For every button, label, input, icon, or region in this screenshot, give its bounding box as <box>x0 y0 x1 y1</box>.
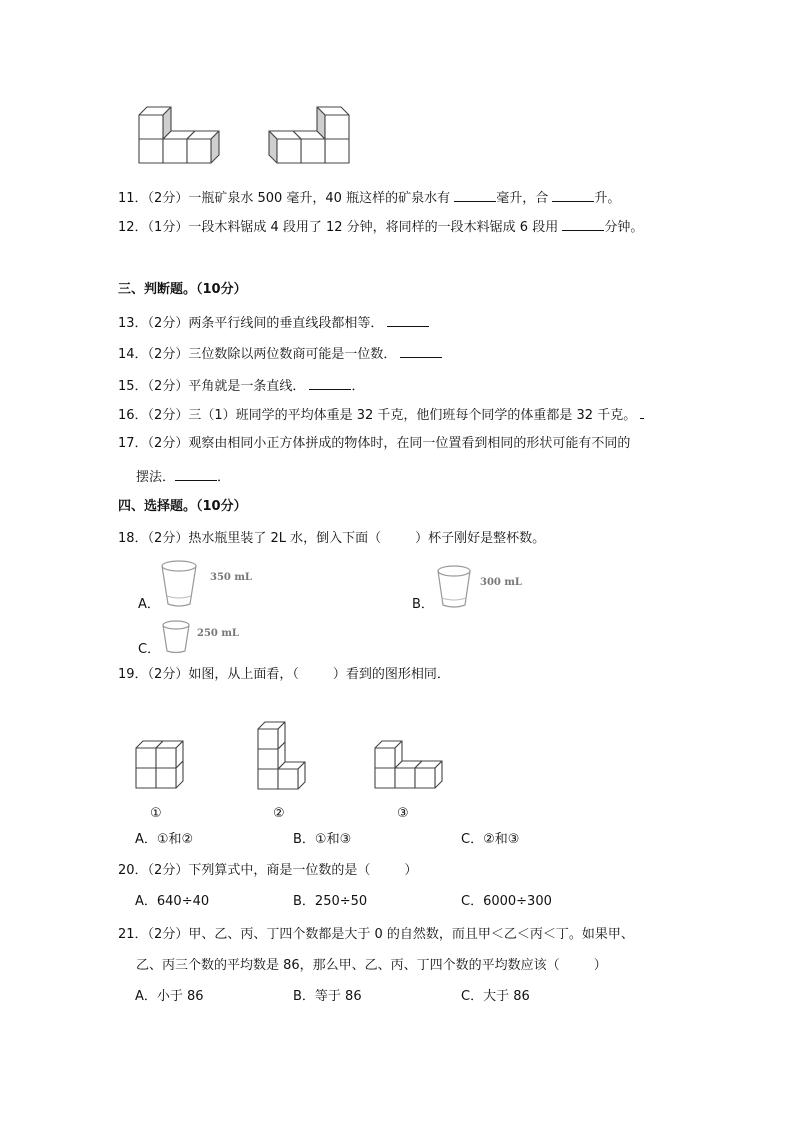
period: ． <box>351 379 365 394</box>
question-19 <box>118 667 450 683</box>
option-c[interactable]: C．②和③ <box>461 832 520 847</box>
question-text: 12．（1分）一段木料锯成 4 段用了 12 分钟，将同样的一段木料锯成 6 段用 <box>118 220 563 235</box>
section-title-choice: 四、选择题。（10分） <box>118 499 247 514</box>
question-text: ） <box>593 958 607 973</box>
cup-capacity-label: 300 mL <box>480 577 522 588</box>
question-text: 11．（2分）一瓶矿泉水 500 毫升，40 瓶这样的矿泉水有 <box>118 191 455 206</box>
question-21-line1: 21．（2分）甲、乙、丙、丁四个数都是大于 0 的自然数，而且甲＜乙＜丙＜丁。如果甲、 <box>118 927 634 942</box>
question-18 <box>118 531 545 547</box>
answer-blank[interactable] <box>309 377 351 390</box>
question-text: 16．（2分）三（1）班同学的平均体重是 32 千克，他们班每个同学的体重都是 32 千克。 <box>118 408 641 423</box>
section-title-judgement: 三、判断题。（10分） <box>118 282 247 297</box>
option-a[interactable]: A．①和② <box>135 832 194 847</box>
cup-icon <box>162 619 194 655</box>
question-text: 18．（2分）热水瓶里装了 2L 水，倒入下面（ <box>118 531 382 546</box>
figure-label-3: ③ <box>397 806 409 821</box>
option-a-label[interactable]: A． <box>138 597 160 612</box>
question-13 <box>118 314 429 332</box>
period: ． <box>217 470 231 485</box>
question-text: ）看到的图形相同． <box>332 667 450 682</box>
option-c[interactable]: C．大于 86 <box>461 989 530 1004</box>
option-a[interactable]: A．小于 86 <box>135 989 204 1004</box>
question-17-line1: 17．（2分）观察由相同小正方体拼成的物体时，在同一位置看到相同的形状可能有不同的 <box>118 436 631 451</box>
option-c-label[interactable]: C． <box>138 642 161 657</box>
question-20 <box>118 863 417 879</box>
question-12 <box>118 218 643 236</box>
question-text: 升。 <box>594 191 621 206</box>
question-21-line2 <box>136 958 607 974</box>
question-15 <box>118 377 364 395</box>
question-text: 13．（2分）两条平行线间的垂直线段都相等． <box>118 316 388 331</box>
figure-label-2: ② <box>273 806 285 821</box>
option-b[interactable]: B．等于 86 <box>293 989 362 1004</box>
answer-blank[interactable] <box>175 468 217 481</box>
answer-blank[interactable] <box>454 189 496 202</box>
question-text: 乙、丙三个数的平均数是 86，那么甲、乙、丙、丁四个数的平均数应该（ <box>136 958 560 973</box>
answer-blank[interactable] <box>640 406 644 419</box>
cup-capacity-label: 250 mL <box>197 628 239 639</box>
cube-figure-3 <box>374 740 524 840</box>
option-c[interactable]: C．6000÷300 <box>461 894 552 909</box>
answer-blank[interactable] <box>562 218 604 231</box>
question-14 <box>118 345 442 363</box>
cube-figure-left <box>138 106 288 206</box>
cube-figure-left <box>0 0 1 1</box>
option-b[interactable]: B．①和③ <box>293 832 352 847</box>
question-17-line2 <box>136 468 230 486</box>
question-text: 14．（2分）三位数除以两位数商可能是一位数． <box>118 347 401 362</box>
question-text: 毫升，合 <box>496 191 553 206</box>
cup-icon <box>436 563 476 609</box>
question-text: ）杯子刚好是整杯数。 <box>415 531 546 546</box>
question-text: 15．（2分）平角就是一条直线． <box>118 379 310 394</box>
question-text: 分钟。 <box>604 220 644 235</box>
cube-figure-right <box>268 106 418 206</box>
question-text: 19．（2分）如图，从上面看，（ <box>118 667 299 682</box>
question-16 <box>118 406 644 424</box>
cup-icon <box>160 558 200 608</box>
answer-blank[interactable] <box>387 314 429 327</box>
question-text: 摆法． <box>136 470 176 485</box>
question-text: 20．（2分）下列算式中，商是一位数的是（ <box>118 863 371 878</box>
cup-capacity-label: 350 mL <box>210 572 252 583</box>
option-b[interactable]: B．250÷50 <box>293 894 368 909</box>
answer-blank[interactable] <box>400 345 442 358</box>
answer-blank[interactable] <box>552 189 594 202</box>
option-a[interactable]: A．640÷40 <box>135 894 210 909</box>
option-b-label[interactable]: B． <box>412 597 434 612</box>
figure-label-1: ① <box>150 806 162 821</box>
question-text: ） <box>404 863 418 878</box>
